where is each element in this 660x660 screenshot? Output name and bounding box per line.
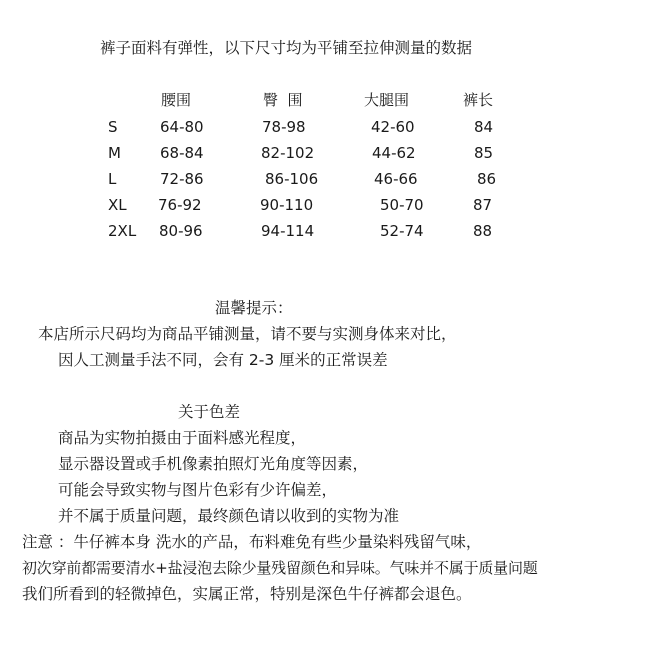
tips-line-1: 本店所示尺码均为商品平铺测量，请不要与实测身体来对比， — [38, 325, 457, 343]
header-thigh: 大腿围 — [364, 91, 410, 109]
row-l-length: 86 — [477, 170, 497, 188]
row-m-thigh: 44-62 — [372, 144, 416, 162]
color-note-title: 关于色差 — [178, 403, 241, 421]
row-m-waist: 68-84 — [160, 144, 204, 162]
row-s-length: 84 — [474, 118, 494, 136]
row-xl-waist: 76-92 — [158, 196, 202, 214]
row-l-waist: 72-86 — [160, 170, 204, 188]
header-waist: 腰围 — [161, 91, 192, 109]
color-note-line-4: 并不属于质量问题，最终颜色请以收到的实物为准 — [58, 507, 400, 525]
row-s-waist: 64-80 — [160, 118, 204, 136]
row-2xl-size: 2XL — [108, 222, 137, 240]
color-note-line-2: 显示器设置或手机像素拍照灯光角度等因素， — [58, 455, 369, 473]
notice-line-3: 我们所看到的轻微掉色，实属正常，特别是深色牛仔裤都会退色。 — [22, 585, 472, 603]
row-2xl-thigh: 52-74 — [380, 222, 424, 240]
row-2xl-hip: 94-114 — [261, 222, 315, 240]
row-m-length: 85 — [474, 144, 494, 162]
notice-line-1: 注意 ：牛仔裤本身 洗水的产品，布料难免有些少量染料残留气味， — [22, 533, 482, 551]
notice-line-2: 初次穿前都需要清水+盐浸泡去除少量残留颜色和异味。气味并不属于质量问题 — [22, 559, 538, 577]
row-xl-size: XL — [108, 196, 127, 214]
color-note-line-3: 可能会导致实物与图片色彩有少许偏差， — [58, 481, 338, 499]
row-m-hip: 82-102 — [261, 144, 315, 162]
row-s-size: S — [108, 118, 118, 136]
tips-title: 温馨提示： — [215, 299, 293, 317]
row-xl-length: 87 — [473, 196, 493, 214]
row-m-size: M — [108, 144, 121, 162]
row-l-size: L — [108, 170, 117, 188]
header-length: 裤长 — [463, 91, 494, 109]
row-2xl-length: 88 — [473, 222, 493, 240]
row-2xl-waist: 80-96 — [159, 222, 203, 240]
row-l-thigh: 46-66 — [374, 170, 418, 188]
row-xl-thigh: 50-70 — [380, 196, 424, 214]
row-s-hip: 78-98 — [262, 118, 306, 136]
row-s-thigh: 42-60 — [371, 118, 415, 136]
intro-text: 裤子面料有弹性，以下尺寸均为平铺至拉伸测量的数据 — [100, 39, 473, 57]
row-l-hip: 86-106 — [265, 170, 319, 188]
header-hip: 臀 围 — [263, 91, 303, 109]
tips-line-2: 因人工测量手法不同，会有 2-3 厘米的正常误差 — [58, 351, 388, 369]
row-xl-hip: 90-110 — [260, 196, 314, 214]
color-note-line-1: 商品为实物拍摄由于面料感光程度， — [58, 429, 307, 447]
